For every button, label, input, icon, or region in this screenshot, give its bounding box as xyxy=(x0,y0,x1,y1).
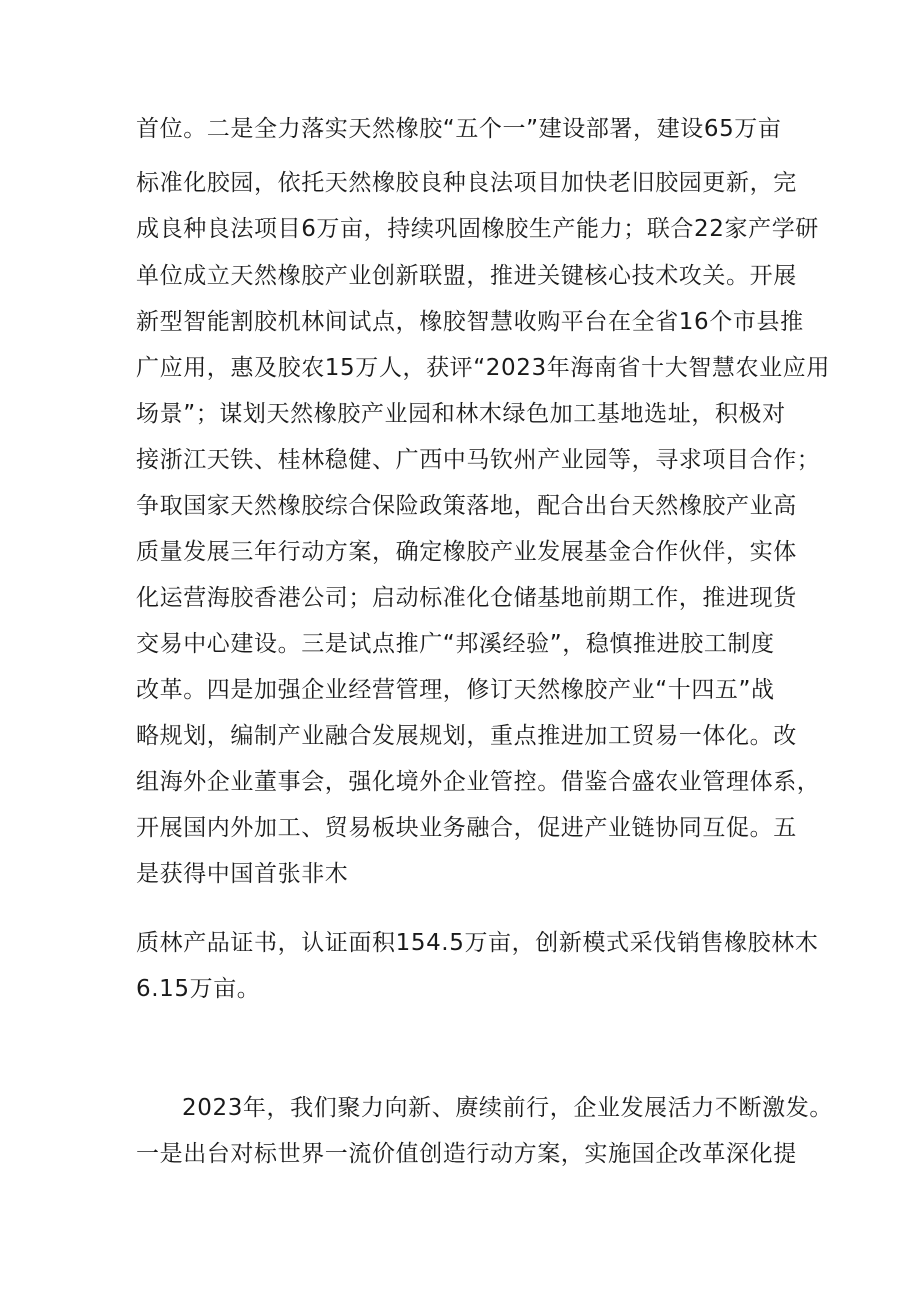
text-line: 交易中心建设。三是试点推广“邦溪经验”，稳慎推进胶工制度 xyxy=(136,631,775,657)
text-line: 争取国家天然橡胶综合保险政策落地，配合出台天然橡胶产业高 xyxy=(136,493,797,519)
text-line: 成良种良法项目6万亩，持续巩固橡胶生产能力；联合22家产学研 xyxy=(136,216,819,242)
text-line: 场景”；谋划天然橡胶产业园和林木绿色加工基地选址，积极对 xyxy=(136,401,786,427)
text-line: 首位。二是全力落实天然橡胶“五个一”建设部署，建设65万亩 xyxy=(136,116,782,142)
text-line: 组海外企业董事会，强化境外企业管控。借鉴合盛农业管理体系， xyxy=(136,769,821,795)
text-line: 6.15万亩。 xyxy=(136,976,261,1002)
text-line: 改革。四是加强企业经营管理，修订天然橡胶产业“十四五”战 xyxy=(136,677,775,703)
text-line: 单位成立天然橡胶产业创新联盟，推进关键核心技术攻关。开展 xyxy=(136,263,797,289)
text-line: 是获得中国首张非木 xyxy=(136,861,349,887)
text-line: 开展国内外加工、贸易板块业务融合，促进产业链协同互促。五 xyxy=(136,815,797,841)
text-line: 新型智能割胶机林间试点，橡胶智慧收购平台在全省16个市县推 xyxy=(136,309,804,335)
text-line: 化运营海胶香港公司；启动标准化仓储基地前期工作，推进现货 xyxy=(136,585,797,611)
text-line: 质林产品证书，认证面积154.5万亩，创新模式采伐销售橡胶林木 xyxy=(136,930,819,956)
text-line: 略规划，编制产业融合发展规划，重点推进加工贸易一体化。改 xyxy=(136,723,797,749)
text-line: 标准化胶园，依托天然橡胶良种良法项目加快老旧胶园更新，完 xyxy=(136,170,797,196)
text-line: 质量发展三年行动方案，确定橡胶产业发展基金合作伙伴，实体 xyxy=(136,539,797,565)
text-line: 广应用，惠及胶农15万人，获评“2023年海南省十大智慧农业应用 xyxy=(136,355,830,381)
text-line: 2023年，我们聚力向新、赓续前行，企业发展活力不断激发。 xyxy=(182,1095,833,1121)
text-line: 接浙江天铁、桂林稳健、广西中马钦州产业园等，寻求项目合作； xyxy=(136,447,821,473)
text-line: 一是出台对标世界一流价值创造行动方案，实施国企改革深化提 xyxy=(136,1141,797,1167)
